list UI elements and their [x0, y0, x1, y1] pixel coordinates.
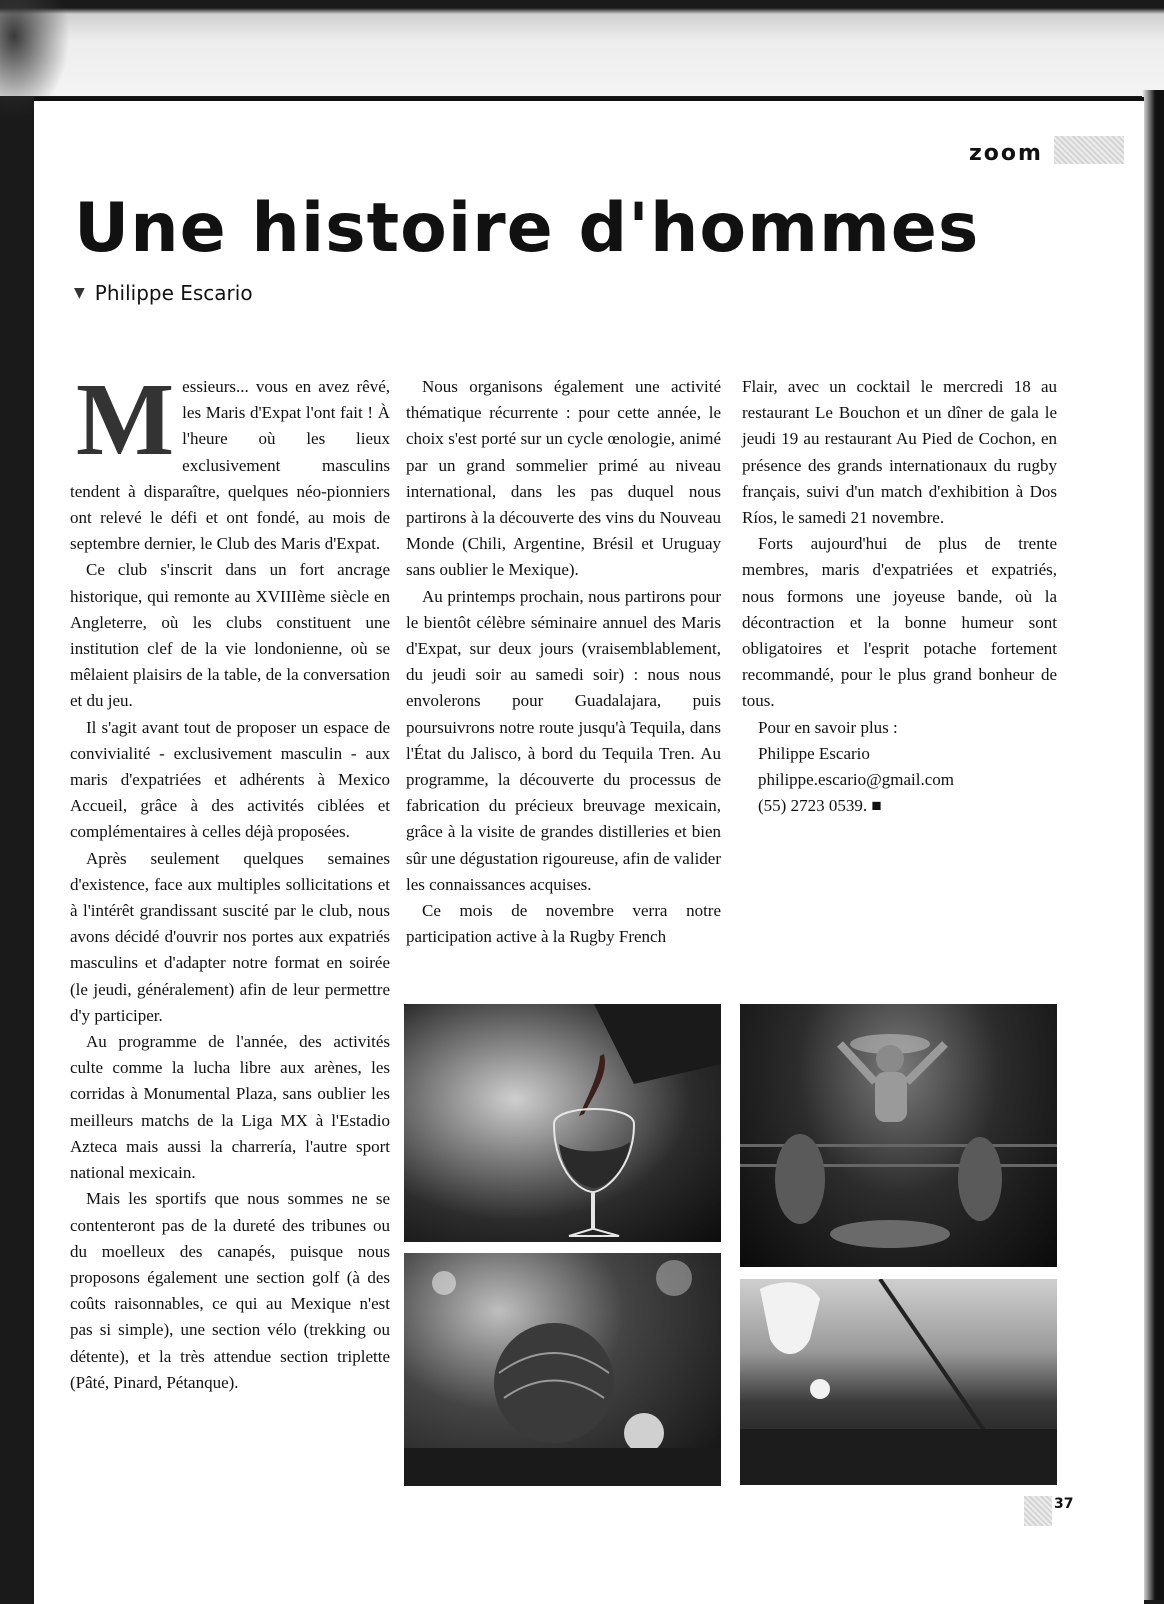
- photo-golf: [740, 1279, 1057, 1485]
- section-bar: [1054, 136, 1124, 164]
- scan-border-top: [0, 0, 1164, 96]
- paragraph: Forts aujourd'hui de plus de trente membres, maris d'expatriées et expatriés, nous formons une joyeuse bande, où la décontraction et la bonne humeur sont obligatoires et l'esprit potache fortement recommandé, pour le plus grand bonheur de tous.: [742, 534, 1057, 711]
- scan-border-right: [1142, 90, 1164, 1600]
- photo-lucha-libre: [740, 1004, 1057, 1267]
- paragraph: Nous organisons également une activité thématique récurrente : pour cette année, le choix s'est porté sur un cycle œnologie, animé par un grand sommelier primé au niveau international, dans les pas duquel nous partirons à la découverte des vins du Nouveau Monde (Chili, Argentine, Brésil et Uruguay sans oublier le Mexique).: [406, 377, 721, 580]
- article-author: [74, 281, 253, 305]
- contact-email: philippe.escario@gmail.com: [758, 770, 954, 790]
- magazine-page: [34, 97, 1144, 1604]
- section-label: zoom: [969, 141, 1043, 166]
- paragraph: Mais les sportifs que nous sommes ne se contenteront pas de la dureté des tribunes ou du moelleux des canapés, puisque nous proposons également une section golf (à des coûts raisonnables, ce qui au Mexique n'est pas si simple), une section vélo (trekking ou détente), et la très attendue section triplette (Pâté, Pinard, Pétanque).: [70, 1189, 390, 1392]
- paragraph: Il s'agit avant tout de proposer un espace de convivialité - exclusivement masculin - aux maris d'expatriées et adhérents à Mexico Accueil, grâce à des activités ciblées et complémentaires à celles déjà proposées.: [70, 717, 390, 842]
- page-number-bar: [1024, 1496, 1052, 1526]
- paragraph: Messieurs... vous en avez rêvé, les Maris d'Expat l'ont fait ! À l'heure où les lieux exclusivement masculins tendent à disparaître, quelques néo-pionniers ont relevé le défi et ont fondé, au mois de septembre dernier, le Club des Maris d'Expat.: [70, 362, 390, 554]
- drop-cap: M: [76, 362, 175, 477]
- article-title: Une histoire d'hommes: [74, 189, 980, 268]
- paragraph: Après seulement quelques semaines d'existence, face aux multiples sollicitations et à l'intérêt grandissant suscité par le club, nous avons décidé d'ouvrir nos portes aux expatriés masculins et d'adapter notre format en soirée (le jeudi, généralement) afin de leur permettre d'y participer.: [70, 848, 390, 1025]
- paragraph: Ce club s'inscrit dans un fort ancrage historique, qui remonte au XVIIIème siècle en Angleterre, où les clubs constituent une institution clef de la vie londonienne, où se mêlaient plaisirs de la table, de la conversation et du jeu.: [70, 560, 390, 711]
- text-column-2: [406, 374, 721, 950]
- text-column-1: [70, 362, 390, 1396]
- paragraph: Au programme de l'année, des activités culte comme la lucha libre aux arènes, les corridas à Monumental Plaza, sans oublier les meilleurs matchs de la Liga MX à l'Estadio Azteca mais aussi la charrería, l'autre sport national mexicain.: [70, 1032, 390, 1183]
- photo-wine-pour: [404, 1004, 721, 1242]
- paragraph: Au printemps prochain, nous partirons pour le bientôt célèbre séminaire annuel des Maris d'Expat, sur deux jours (vraisemblablement, du jeudi soir au samedi soir) : nous nous envolerons pour Guadalajara, puis poursuivrons notre route jusqu'à Tequila, dans l'État du Jalisco, à bord du Tequila Tren. Au programme, la découverte du processus de fabrication du précieux breuvage mexicain, grâce à la visite de grandes distilleries et bien sûr une dégustation rigoureuse, afin de valider les connaissances acquises.: [406, 586, 721, 894]
- contact-intro: Pour en savoir plus :: [758, 717, 898, 737]
- contact-name: Philippe Escario: [758, 743, 870, 763]
- paragraph: Ce mois de novembre verra notre participation active à la Rugby French: [406, 901, 721, 947]
- page-number: 37: [1054, 1496, 1074, 1512]
- author-name: Philippe Escario: [94, 281, 253, 305]
- paragraph: Flair, avec un cocktail le mercredi 18 au restaurant Le Bouchon et un dîner de gala le jeudi 19 au restaurant Au Pied de Cochon, en présence des grands internationaux du rugby français, suivi d'un match d'exhibition à Dos Ríos, le samedi 21 novembre.: [742, 377, 1057, 528]
- photo-petanque: [404, 1253, 721, 1486]
- text-column-3: [742, 374, 1057, 819]
- triangle-down-icon: ▼: [74, 285, 85, 301]
- contact-phone: (55) 2723 0539. ■: [758, 796, 882, 816]
